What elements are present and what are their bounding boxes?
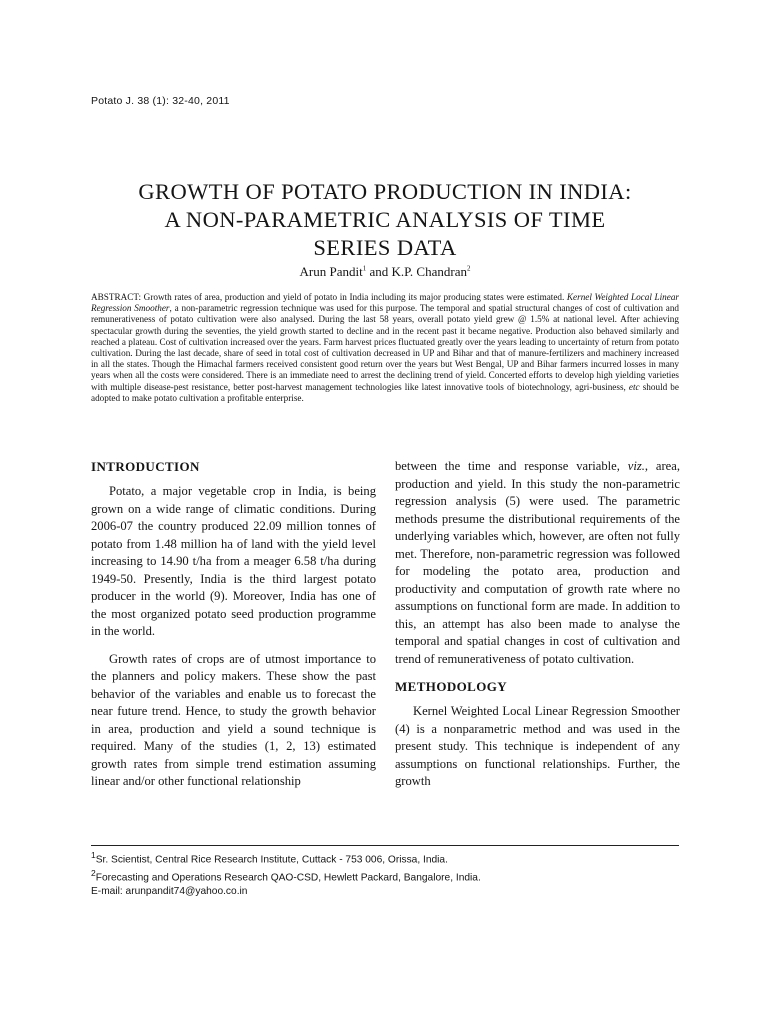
abstract-label: ABSTRACT: (91, 292, 142, 302)
abstract-italic-a: Kernel Weighted Local Linear Regression Smoother (91, 292, 679, 314)
methodology-paragraph-1: Kernel Weighted Local Linear Regression Smoother (4) is a nonparametric method and was used in the present study. This technique is independent of any assumptions on functional relationships. Further, the growth (395, 704, 680, 788)
author-joiner: and (366, 264, 392, 279)
methodology-heading: METHODOLOGY (395, 679, 508, 694)
author-1-affil: 1 (362, 264, 367, 273)
intro-p3-text-a: between the time and response variable, (395, 459, 628, 473)
right-column (395, 458, 680, 801)
title-line-3: SERIES DATA (313, 235, 457, 260)
left-column (91, 458, 376, 801)
intro-p3-text-b: , area, production and yield. In this study the non-parametric regression analysis (5) were used. The parametric methods presume the distributional requirements of the underlying variables which, however, are often not fully met. Therefore, non-parametric regression was followed for modeling the potato area, production and productivity and computation of growth rate where no assumptions on functional form are made. In addition to this, an attempt has also been made to analyse the temporal and spatial changes in cost of cultivation and trend of remunerativeness of potato cultivation. (395, 459, 680, 666)
footnote-1 (91, 849, 679, 867)
abstract-text-a: Growth rates of area, production and yield of potato in India including its major producing states were estimated. (141, 292, 567, 302)
introduction-paragraph-2: Growth rates of crops are of utmost importance to the planners and policy makers. These show the past behavior of the variables and enable us to forecast the near future trend. Hence, to study the growth behavior in area, production and yield a sound technique is required. Many of the studies (1, 2, 13) estimated growth rates from simple trend estimation assuming linear and/or other functional relationship (91, 651, 376, 788)
abstract (91, 292, 679, 404)
introduction-paragraph-3 (395, 458, 680, 668)
title-line-2: A NON-PARAMETRIC ANALYSIS OF TIME (164, 207, 606, 232)
author-2-affil: 2 (466, 264, 471, 273)
author-1: Arun Pandit (299, 264, 363, 279)
footnote-1-marker: 1 (91, 850, 96, 860)
footnote-2-text: Forecasting and Operations Research QAO-CSD, Hewlett Packard, Bangalore, India. (95, 872, 481, 884)
abstract-italic-b: etc (628, 381, 640, 392)
introduction-heading: INTRODUCTION (91, 459, 200, 474)
footnote-email: E-mail: arunpandit74@yahoo.co.in (91, 885, 248, 897)
paper-title (90, 178, 680, 262)
abstract-text-c: should be adopted to make potato cultivation a profitable enterprise. (91, 381, 679, 403)
abstract-text-b: , a non-parametric regression technique was used for this purpose. The temporal and spatial structural changes of cost of cultivation and remunerativeness of potato cultivation were also analysed. During the last 58 years, overall potato yield grew @ 1.5% at national level. After achieving spectacular growth during the seventies, the yield growth started to decline and in the recent past it became negative. Production also behaved similarly and reached a plateau. Cost of cultivation increased over the years. Farm harvest prices fluctuated greatly over the years leading to uncertainty of return from potato cultivation. During the last decade, share of seed in total cost of cultivation decreased in UP and Bihar and that of manure-fertilizers and machinery increased in all the states. Though the Himachal farmers received consistent good return over the years but West Bengal, UP and Bihar farmers incurred losses in many years when all the costs were considered. There is an immediate need to arrest the declining trend of yield. Concerted efforts to develop high yielding varieties with multiple disease-pest resistance, better post-harvest management technologies like latest innovative tools of biotechnology, agri-business, (91, 303, 680, 392)
intro-p3-italic: viz. (627, 459, 645, 473)
author-2: K.P. Chandran (391, 264, 467, 279)
footnote-2-marker: 2 (91, 867, 96, 878)
footnotes (91, 849, 679, 898)
introduction-paragraph-1: Potato, a major vegetable crop in India, is being grown on a wide range of climatic conditions. During 2006-07 the country produced 22.09 million tonnes of potato from 1.48 million ha of land with the yield level increasing to 14.90 t/ha from a meager 6.58 t/ha during 1949-50. Presently, India is the third largest potato producer in the world (9). Moreover, India has one of the most organized potato seed production programme in the world. (91, 484, 376, 638)
title-line-1: GROWTH OF POTATO PRODUCTION IN INDIA: (138, 179, 632, 204)
author-line (90, 264, 680, 280)
footnote-2 (91, 867, 679, 885)
footnote-1-text: Sr. Scientist, Central Rice Research Institute, Cuttack - 753 006, Orissa, India. (95, 854, 448, 866)
journal-reference: Potato J. 38 (1): 32-40, 2011 (91, 95, 230, 107)
footnote-rule (91, 845, 679, 846)
